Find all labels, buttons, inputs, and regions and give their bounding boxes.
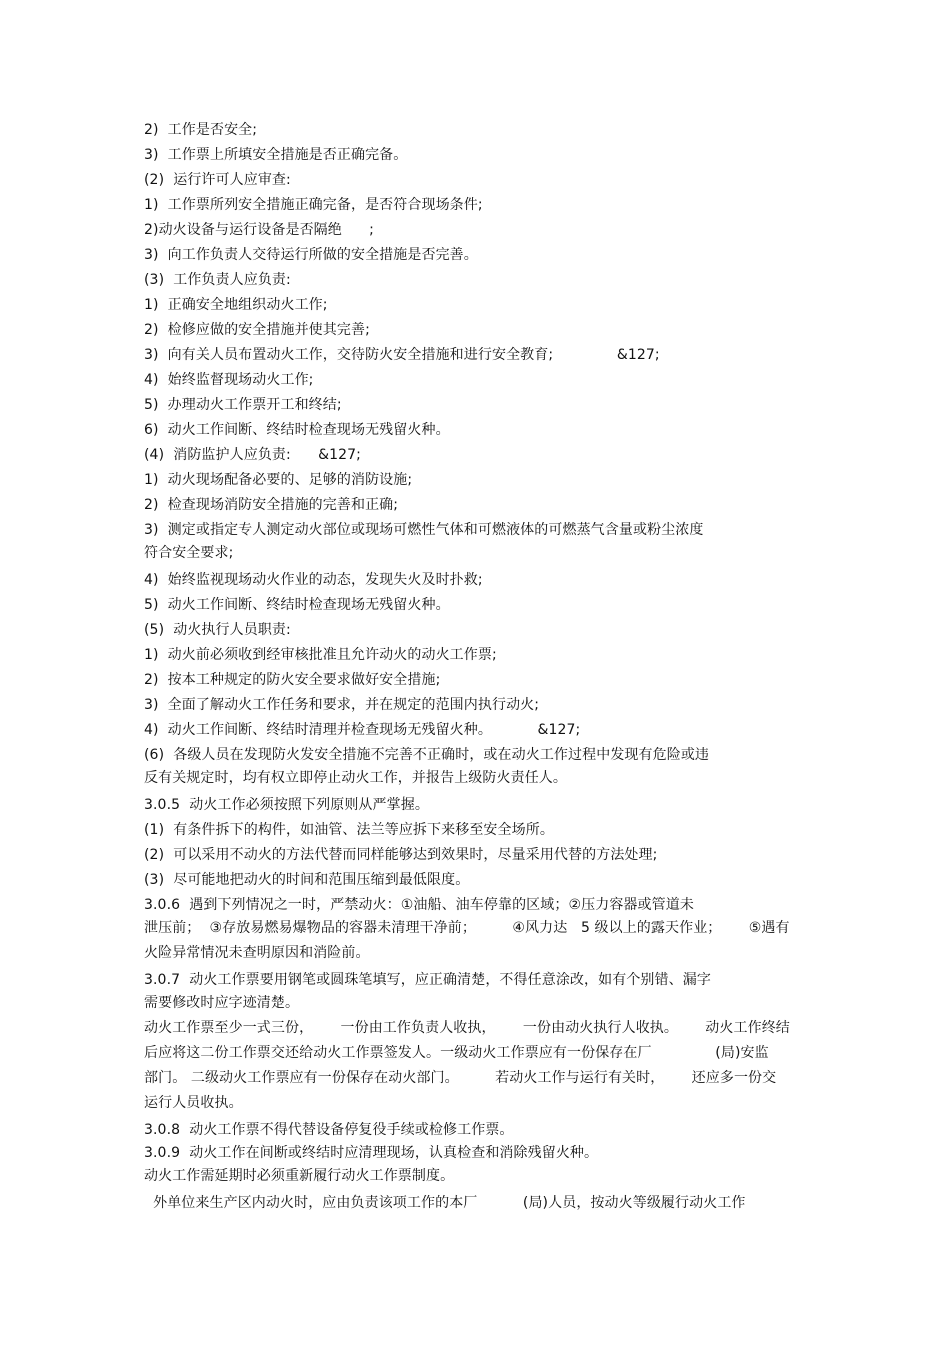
text-line: 2) 检修应做的安全措施并使其完善; <box>144 322 370 338</box>
text-line: (2) 可以采用不动火的方法代替而同样能够达到效果时，尽量采用代替的方法处理; <box>144 847 658 863</box>
text-line: 3) 工作票上所填安全措施是否正确完备。 <box>144 147 408 163</box>
text-line: 火险异常情况未查明原因和消险前。 <box>144 945 370 961</box>
text-line: 2) 检查现场消防安全措施的完善和正确; <box>144 497 399 513</box>
text-line: 后应将这二份工作票交还给动火工作票签发人。一级动火工作票应有一份保存在厂 (局)安监 <box>144 1045 769 1061</box>
text-line: 动火工作票至少一式三份， 一份由工作负责人收执， 一份由动火执行人收执。 动火工作终结 <box>144 1020 790 1036</box>
text-line: 4) 动火工作间断、终结时清理并检查现场无残留火种。 &127; <box>144 722 581 738</box>
text-line: (6) 各级人员在发现防火发安全措施不完善不正确时，或在动火工作过程中发现有危险或违 <box>144 747 710 763</box>
text-line: 泄压前； ③存放易燃易爆物品的容器未清理干净前； ④风力达 5 级以上的露天作业； ⑤遇有 <box>144 920 790 936</box>
text-line: 符合安全要求; <box>144 545 234 561</box>
text-line: 3.0.6 遇到下列情况之一时，严禁动火：①油船、油车停靠的区域；②压力容器或管道未 <box>144 897 694 913</box>
text-line: 1) 正确安全地组织动火工作; <box>144 297 328 313</box>
text-line: 需要修改时应字迹清楚。 <box>144 995 300 1011</box>
text-line: (4) 消防监护人应负责: &127; <box>144 447 362 463</box>
text-line: 3) 向有关人员布置动火工作，交待防火安全措施和进行安全教育; &127; <box>144 347 660 363</box>
text-line: 3) 全面了解动火工作任务和要求，并在规定的范围内执行动火; <box>144 697 540 713</box>
text-line: 2) 工作是否安全; <box>144 122 258 138</box>
text-line: 反有关规定时，均有权立即停止动火工作，并报告上级防火责任人。 <box>144 770 567 786</box>
text-line: 3.0.7 动火工作票要用钢笔或圆珠笔填写，应正确清楚，不得任意涂改，如有个别错、漏字 <box>144 972 711 988</box>
text-line: 3) 向工作负责人交待运行所做的安全措施是否完善。 <box>144 247 478 263</box>
text-line: 2)动火设备与运行设备是否隔绝 ; <box>144 222 374 238</box>
text-line: (5) 动火执行人员职责: <box>144 622 291 638</box>
text-line: 2) 按本工种规定的防火安全要求做好安全措施; <box>144 672 441 688</box>
text-line: 动火工作需延期时必须重新履行动火工作票制度。 <box>144 1168 455 1184</box>
text-line: 1) 动火前必须收到经审核批准且允许动火的动火工作票; <box>144 647 497 663</box>
text-line: (1) 有条件拆下的构件，如油管、法兰等应拆下来移至安全场所。 <box>144 822 554 838</box>
text-line: 6) 动火工作间断、终结时检查现场无残留火种。 <box>144 422 450 438</box>
text-line: (2) 运行许可人应审查: <box>144 172 291 188</box>
text-line: 部门。 二级动火工作票应有一份保存在动火部门。 若动火工作与运行有关时， 还应多一份交 <box>144 1070 777 1086</box>
text-line: 3) 测定或指定专人测定动火部位或现场可燃性气体和可燃液体的可燃蒸气含量或粉尘浓度 <box>144 522 704 538</box>
text-line: 3.0.9 动火工作在间断或终结时应清理现场，认真检查和消除残留火种。 <box>144 1145 599 1161</box>
text-line: 3.0.5 动火工作必须按照下列原则从严掌握。 <box>144 797 429 813</box>
text-line: (3) 尽可能地把动火的时间和范围压缩到最低限度。 <box>144 872 470 888</box>
text-line: 5) 办理动火工作票开工和终结; <box>144 397 342 413</box>
text-line: 5) 动火工作间断、终结时检查现场无残留火种。 <box>144 597 450 613</box>
text-line: 3.0.8 动火工作票不得代替设备停复役手续或检修工作票。 <box>144 1122 514 1138</box>
text-line: 1) 动火现场配备必要的、足够的消防设施; <box>144 472 413 488</box>
text-line: 4) 始终监督现场动火工作; <box>144 372 314 388</box>
text-line: 1) 工作票所列安全措施正确完备，是否符合现场条件; <box>144 197 483 213</box>
text-line: 4) 始终监视现场动火作业的动态，发现失火及时扑救; <box>144 572 483 588</box>
text-line: 运行人员收执。 <box>144 1095 243 1111</box>
text-line: 外单位来生产区内动火时，应由负责该项工作的本厂 (局)人员，按动火等级履行动火工作 <box>144 1195 746 1211</box>
text-line: (3) 工作负责人应负责: <box>144 272 291 288</box>
